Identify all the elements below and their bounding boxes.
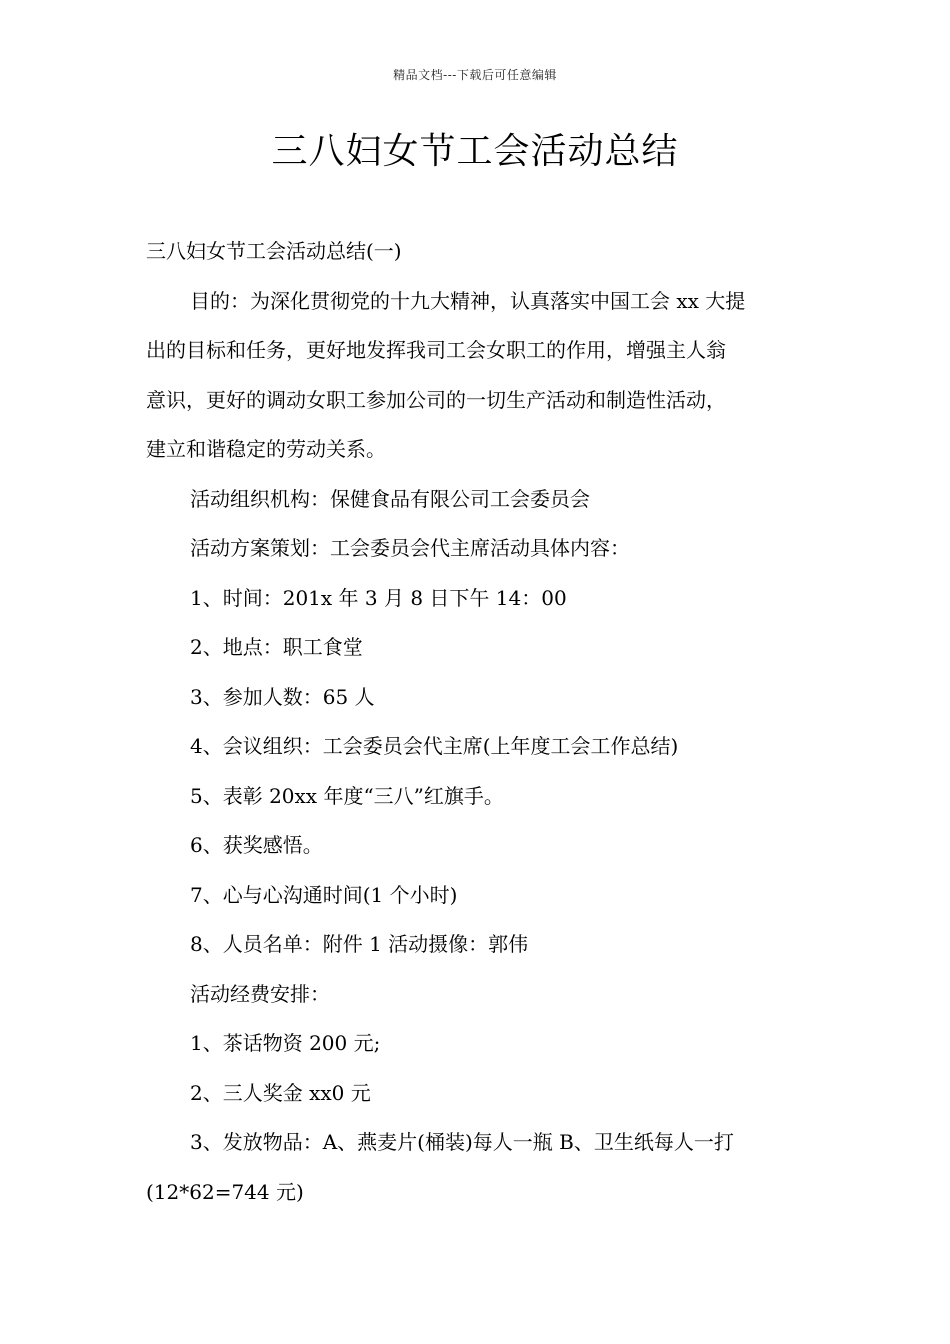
list-item: 5、表彰 20xx 年度“三八”红旗手。 (190, 784, 504, 808)
list-item: 6、获奖感悟。 (190, 833, 323, 857)
list-item: 8、人员名单：附件 1 活动摄像：郭伟 (190, 932, 529, 956)
section-heading: 三八妇女节工会活动总结(一) (146, 239, 402, 263)
plan-line: 活动方案策划：工会委员会代主席活动具体内容： (190, 536, 630, 560)
list-item: 7、心与心沟通时间(1 个小时) (190, 883, 458, 907)
purpose-line-3: 意识，更好的调动女职工参加公司的一切生产活动和制造性活动， (146, 388, 726, 412)
purpose-line-1: 目的：为深化贯彻党的十九大精神，认真落实中国工会 xx 大提 (190, 289, 746, 313)
organizer-line: 活动组织机构：保健食品有限公司工会委员会 (190, 487, 590, 511)
budget-item: 2、三人奖金 xx0 元 (190, 1081, 371, 1105)
list-item: 1、时间：201x 年 3 月 8 日下午 14：00 (190, 586, 567, 610)
document-title: 三八妇女节工会活动总结 (271, 131, 679, 172)
budget-item: 3、发放物品：A、燕麦片(桶装)每人一瓶 B、卫生纸每人一打 (190, 1130, 734, 1154)
budget-tail: (12*62=744 元) (146, 1180, 304, 1204)
purpose-line-2: 出的目标和任务，更好地发挥我司工会女职工的作用，增强主人翁 (146, 338, 726, 362)
budget-item: 1、茶话物资 200 元; (190, 1031, 381, 1055)
list-item: 2、地点：职工食堂 (190, 635, 363, 659)
header-note: 精品文档---下载后可任意编辑 (393, 68, 557, 82)
purpose-line-4: 建立和谐稳定的劳动关系。 (146, 437, 386, 461)
list-item: 4、会议组织：工会委员会代主席(上年度工会工作总结) (190, 734, 679, 758)
budget-heading: 活动经费安排： (190, 982, 330, 1006)
list-item: 3、参加人数：65 人 (190, 685, 375, 709)
